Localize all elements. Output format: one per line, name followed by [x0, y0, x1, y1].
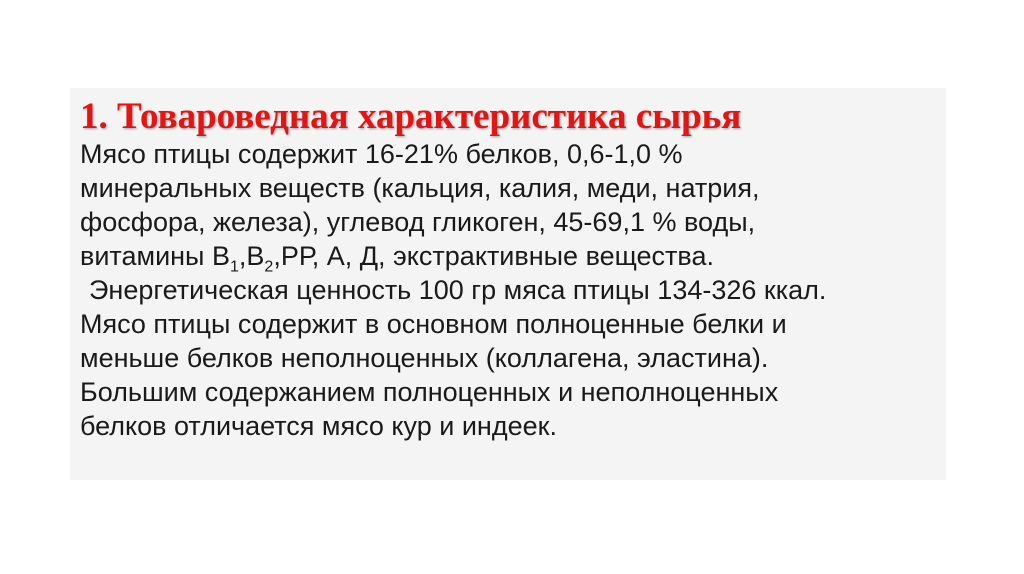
vitamins-rest: ,РР, А, Д, экстрактивные вещества. [273, 241, 714, 271]
text-line-9: белков отличается мясо кур и индеек. [80, 411, 557, 441]
subscript-1: 1 [229, 258, 239, 276]
text-line-2: минеральных веществ (кальция, калия, меди, натрия, [80, 173, 760, 203]
body-text [80, 137, 940, 443]
vitamins-prefix: витамины В [80, 241, 230, 271]
text-line-6: Мясо птицы содержит в основном полноценные белки и [80, 309, 787, 339]
text-line-4 [80, 239, 940, 276]
text-line-7: меньше белков неполноценных (коллагена, эластина). [80, 343, 769, 373]
subscript-2: 2 [264, 258, 274, 276]
slide-title: 1. Товароведная характеристика сырья [80, 96, 742, 137]
text-line-3: фосфора, железа), углевод гликоген, 45-69,1 % воды, [80, 207, 756, 237]
vitamins-b2-prefix: ,В [238, 241, 265, 271]
text-line-1: Мясо птицы содержит 16-21% белков, 0,6-1,0 % [80, 139, 683, 169]
text-line-5: Энергетическая ценность 100 гр мяса птицы 134-326 ккал. [89, 275, 827, 305]
text-line-8: Большим содержанием полноценных и неполноценных [80, 377, 779, 407]
